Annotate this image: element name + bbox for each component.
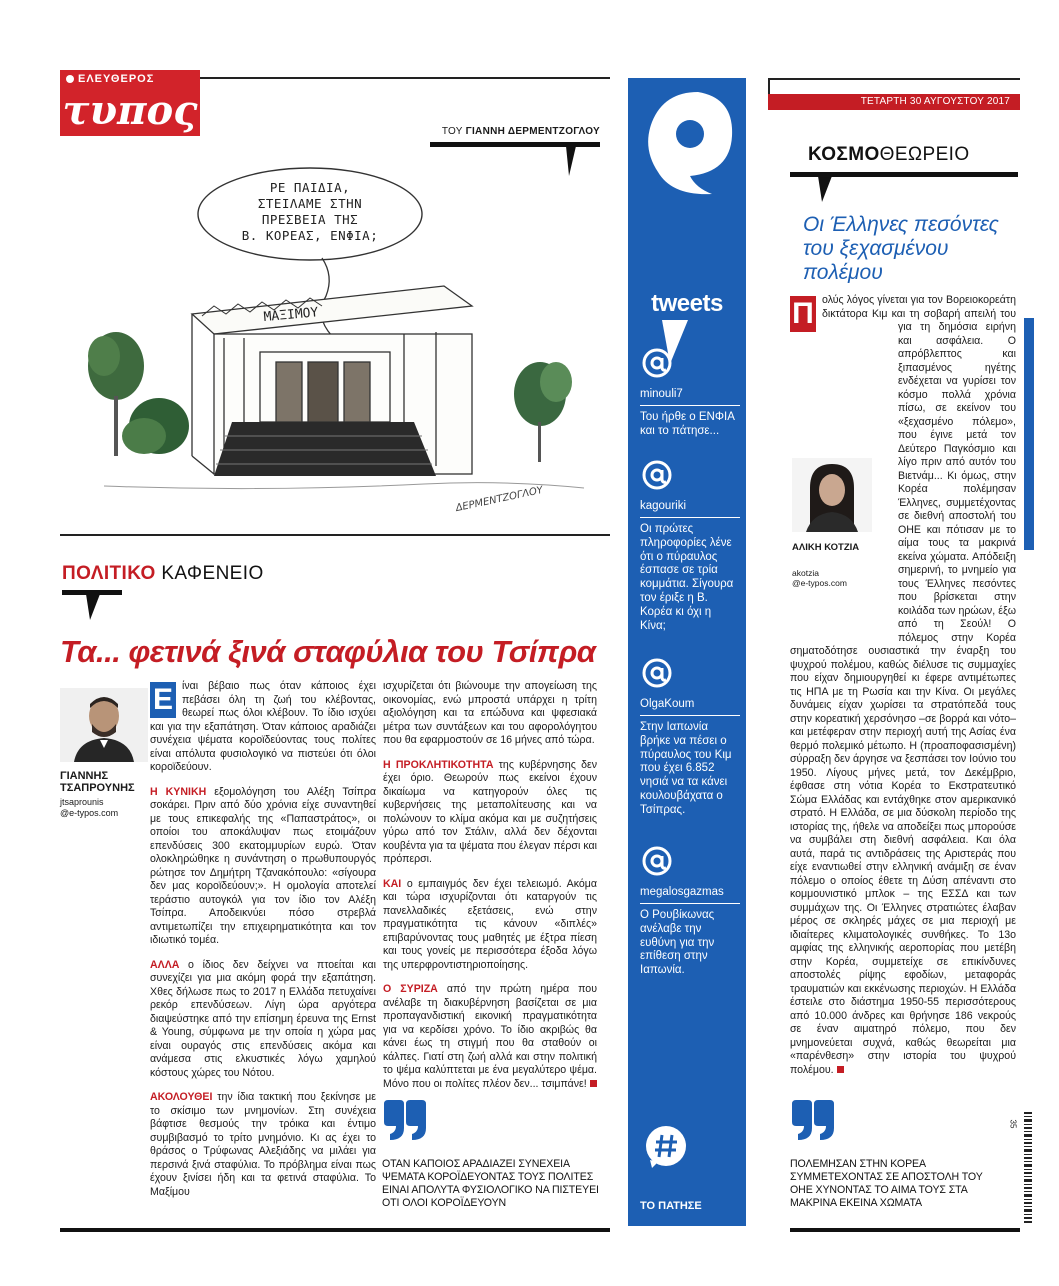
paragraph-1 — [150, 680, 376, 775]
byline-prefix: ΤΟΥ — [441, 126, 466, 137]
kosmo-body-text: ολύς λόγος γίνεται για τον Βορειοκορεάτη δικτάτορα Κιμ και τη σοβαρή απειλή του για τη δημόσια ειρήνη και ασφάλεια. Ο απρόβλεπτος και ξιπασμένος ηγέτης ενδέχεται να γυρίσει τον κόσμο πολλά χρόνια πίσω, σε εκείνον του «ξεχασμένο πόλεμο», που έγινε μετά τον Δεύτερο Παγκόσμιο και λίγο πριν από αυτόν του Βιετνάμ... Κι όμως, στην Κορέα πολέμησαν Έλληνες, συμμετέχοντας σε διεθνή αποστολή του ΟΗΕ και πότισαν με το αίμα τους τα μακρινά εκείνα χώματα. Απόδειξη σημερινή, το μνημείο για τους Έλληνες πεσόντες που βρίσκεται στην κοιλάδα των ηρώων, έξω από τη Σεούλ! Ο πόλεμος στην Κορέα σηματοδότησε ουσιαστικά την έναρξη του ψυχρού πολέμου, καθώς διέλυσε τις συμμαχίες που είχαν δημιουργηθεί κι έφερε αντιμέτωπες τις ΗΠΑ με τη Ρωσία και την Κίνα. Οι μεγάλες δυνάμεις είχαν χωρίσει τα στρατόπεδά τους στην κορεατική χερσόνησο –σε βορρά και νότο– και μετέφεραν στην περιοχή αυτή της Ασίας ένα θερμό πολεμικό μέτωπο. Η (προαποφασισμένη) σύρραξη δεν άργησε να ξεσπάσει τον Ιούνιο του 1950. Λίγους μήνες μετά, τον Δεκέμβριο, έφθασε στη νότια Κορέα το Εκστρατευτικό Σώμα Ελλάδας και εντάχθηκε στον αμερικανικό στρατό. Η Ελλάδα, σε μια δύσκολη περίοδο της ιστορίας της, ήθελε να αποδείξει πως μπορούσε να συμβάλει στη διεθνή ασφάλεια. Και όλα αυτά, παρά τις αντιδράσεις της Αριστεράς που είχε εναντιωθεί στην ελληνική ανάμιξη σε έναν πόλεμο ο οποίος έθετε τη Δύση απέναντι στο κομμουνιστικό μπλοκ – της ΕΣΣΔ και των συμμάχων της. Οι Έλληνες στρατιώτες έλαβαν μέρος σε σκληρές μάχες σε μια περιοχή με ιδιαίτερες κλιματολογικές συνθήκες. Το 13ο αμφίας της ελληνικής αεροπορίας που μετέβη στην Κορέα, συμμετείχε σε επικίνδυνες αποστολές ρίψης εφοδίων, μεταφοράς τραυματιών και εκκένωσης περιοχών. Η Ελλάδα έστειλε στο διάστημα 1950-55 περισσότερους από 10.000 άνδρες και θρήνησε 186 νεκρούς σε έναν αιματηρό πόλεμο, που δεν μνημονεύεται συχνά, καθώς θεωρείται μια «παρένθεση» στην ιστορία του ψυχρού πολέμου. — [790, 294, 1016, 1076]
right-bottom-rule — [790, 1228, 1020, 1232]
speech-bubble-text — [230, 180, 390, 260]
paragraph-3-lead: ΑΛΛΑ — [150, 958, 180, 971]
col2-paragraph-3-lead: ΚΑΙ — [383, 877, 402, 890]
cartoon-bottom-rule — [60, 534, 610, 536]
tweet-handle: minouli7 — [640, 387, 740, 406]
col2-paragraph-2-text: της κυβέρνησης δεν έχει όριο. Θεωρούν πως εκείνοι έχουν δικαίωμα να κατηγορούν όλες τις κυβερνήσεις της μεταπολίτευσης και να πολώνουν το κλίμα ακόμα και με συζητήσεις γύρω από τον Στάλιν, αλλά δεν δέχονται κουβέντα για τα ψέματα που έλεγαν πέρσι και πρόπερσι. — [383, 758, 597, 865]
kosmo-author-photo — [792, 458, 872, 532]
tweet-item — [640, 458, 740, 633]
col2-paragraph-2 — [383, 759, 597, 867]
kosmo-handle-name: akotzia — [792, 568, 819, 578]
kosmo-author-handle — [792, 568, 872, 588]
col2-paragraph-2-lead: Η ΠΡΟΚΛΗΤΙΚΟΤΗΤΑ — [383, 758, 494, 771]
kosmo-paragraph — [790, 294, 1016, 1077]
author-email: @e-typos.com — [60, 808, 119, 818]
edge-blue-bar — [1024, 318, 1034, 550]
author-handle-name: jtsaprounis — [60, 797, 104, 807]
hashtag-icon — [644, 1124, 688, 1168]
tweets-column — [628, 78, 746, 1226]
brand-top: ΕΛΕΥΘΕΡΟΣ — [60, 70, 200, 88]
left-bottom-rule — [60, 1228, 610, 1232]
tweet-text: Του ήρθε ο ΕΝΦΙΑ και το πάτησε... — [640, 411, 735, 437]
pull-quote-right: ΠΟΛΕΜΗΣΑΝ ΣΤΗΝ ΚΟΡΕΑ ΣΥΜΜΕΤΕΧΟΝΤΑΣ ΣΕ ΑΠΟΣΤΟΛΗ ΤΟΥ ΟΗΕ ΧΥΝΟΝΤΑΣ ΤΟ ΑΙΜΑ ΤΟΥΣ ΣΤΑ ΜΑΚΡΙΝΑ ΕΚΕΙΝΑ ΧΩΜΑΤΑ — [790, 1158, 983, 1209]
cartoon-signature: ΔΕΡΜΕΝΤΖΟΓΛΟΥ — [454, 484, 545, 515]
dropcap: Ε — [150, 682, 176, 718]
at-icon — [640, 656, 674, 690]
paragraph-2-text: εξομολόγηση του Αλέξη Τσίπρα σοκάρει. Πριν από δύο χρόνια είχε συναντηθεί με τους επικεφαλής της «Παπαστράτος», οι οποίοι του αποκάλυψαν πως ετοιμάζουν επενδύσεις 300 εκατομμυρίων ευρώ. Όταν ολοκληρώθηκε η συνάντηση ο πρωθυπουργός ρώτησε τον Δημήτρη Τζανακόπουλο: «σίγουρα δεν μας κοροϊδεύουν;». Η ομολογία αποτελεί τεράστιο αυτογκόλ για τον ίδιο τον Αλέξη Τσίπρα. Αποδεικνύει πόσο στρεβλά αντιμετωπίζει την επιχειρηματικότητα και τον ιδιωτικό τομέα. — [150, 785, 376, 946]
quote-icon — [790, 1098, 836, 1142]
kosmo-article-body — [790, 294, 1016, 1088]
tweets-logo-icon — [638, 88, 736, 198]
date-bar: ΤΕΤΑΡΤΗ 30 ΑΥΓΟΥΣΤΟΥ 2017 — [768, 94, 1020, 110]
author-photo — [60, 688, 148, 762]
paragraph-2 — [150, 786, 376, 948]
kosmo-dropcap: Π — [790, 296, 816, 332]
pull-quote-left: ΟΤΑΝ ΚΑΠΟΙΟΣ ΑΡΑΔΙΑΖΕΙ ΣΥΝΕΧΕΙΑ ΨΕΜΑΤΑ ΚΟΡΟΪΔΕΥΟΝΤΑΣ ΤΟΥΣ ΠΟΛΙΤΕΣ ΕΙΝΑΙ ΑΠΟΛΥΤΑ ΦΥΣΙΟΛΟΓΙΚΟ ΝΑ ΠΙΣΤΕΥΕΙ ΟΤΙ ΟΛΟΙ ΚΟΡΟΪΔΕΥΟΥΝ — [382, 1158, 599, 1209]
tweet-item — [640, 656, 740, 818]
tweet-text: Οι πρώτες πληροφορίες λένε ότι ο πύραυλος έσπασε σε τρία κομμάτια. Σίγουρα τον έριξε η Β. Κορέα κι όχι η Κίνα; — [640, 523, 734, 632]
bubble-line-1: ΡΕ ΠΑΙΔΙΑ, — [269, 180, 351, 195]
article-column-2 — [383, 680, 597, 1102]
bubble-line-4: Β. ΚΟΡΕΑΣ, ΕΝΦΙΑ; — [241, 228, 379, 243]
paragraph-3 — [150, 959, 376, 1081]
end-mark — [590, 1080, 597, 1087]
section-kosmo-light: ΘΕΩΡΕΙΟ — [879, 144, 970, 165]
right-top-rule — [768, 78, 1020, 80]
byline-name: ΓΙΑΝΝΗ ΔΕΡΜΕΝΤΖΟΓΛΟΥ — [465, 126, 600, 137]
col2-paragraph-4-text: από την πρώτη ημέρα που ανέλαβε τη διακυβέρνηση βασίζεται σε μια προπαγανδιστική εικονική πραγματικότητα για να κερδίσει χρόνο. Το ίδιο ακριβώς θα κάνει έως τη στιγμή που θα σταθούν οι κάλπες. Γιατί στη ζωή αλλά και στην πολιτική το ψέμα καλύπτεται με ένα μεγαλύτερο ψέμα. Μόνο που οι πολίτες πλέον δεν... τσιμπάνε! — [383, 983, 597, 1090]
paragraph-4-lead: ΑΚΟΛΟΥΘΕΙ — [150, 1091, 213, 1103]
article-column-1 — [150, 680, 376, 1210]
paragraph-3-text: ο ίδιος δεν δείχνει να πτοείται και συνεχίζει για μια ακόμη φορά την εξαπάτηση. Χθες δήλωσε πως το 2017 η Ελλάδα πετυχαίνει ρεκόρ επενδύσεων. Λίγη ώρα αργότερα διαψεύστηκε από την επίσημη έρευνα της Ernst & Young, σύμφωνα με την οποία η χώρα μας είναι ουραγός στις επενδύσεις ακόμα και ανάμεσα στις ελκυστικές λόγω χαμηλού κόστους χώρες του Νότου. — [150, 958, 376, 1079]
col2-paragraph-4-lead: Ο ΣΥΡΙΖΑ — [383, 983, 438, 995]
paragraph-4-text: την ίδια τακτική που ξεκίνησε με το σκίσιμο των μνημονίων. Στη συνέχεια βάφτισε θεσμούς την τρόικα και έντιμο συμβιβασμό το τρίτο μνημόνιο. Κι ας έχει το θράσος ο Τρύφωνας Αλεξιάδης να μιλάει για περσινά ξινά σταφύλια. Το πρόβλημα είναι πως έχουν ξινίσει ήδη και τα φετινά σταφύλια. Το Μαξίμου — [150, 1091, 376, 1198]
bubble-line-2: ΣΤΕΙΛΑΜΕ ΣΤΗΝ — [257, 196, 363, 211]
at-icon — [640, 346, 674, 380]
section-politiko-light: ΚΑΦΕΝΕΙΟ — [155, 563, 264, 584]
col2-paragraph-3-text: ο εμπαιγμός δεν έχει τελειωμό. Ακόμα και τώρα ισχυρίζονται ότι καταργούν τις πανελλαδικές εξετάσεις, ενώ στην πραγματικότητα τις κάνουν «διπλές» επιβαρύνοντας τους μαθητές με έξτρα πίεση και τους γονείς με περισσότερα έξοδα λόγω της υπερφροντιστηριοποίησης. — [383, 877, 597, 971]
tweet-item — [640, 844, 740, 978]
section-kosmo-bold: ΚΟΣΜΟ — [808, 144, 880, 165]
col2-paragraph-3 — [383, 878, 597, 973]
paragraph-2-lead: Η ΚΥΝΙΚΗ — [150, 785, 207, 798]
speech-bubble-tail — [321, 258, 332, 336]
tweet-handle: megalosgazmas — [640, 885, 740, 904]
bubble-line-3: ΠΡΕΣΒΕΙΑ ΤΗΣ — [261, 212, 359, 227]
tree-right — [514, 362, 572, 462]
tweet-handle: OlgaKoum — [640, 697, 740, 716]
tweet-item — [640, 346, 740, 439]
author-handle — [60, 797, 150, 819]
paragraph-1-text: ίναι βέβαιο πως όταν κάποιος έχει πεβάσει όλη τη ζωή του κλέβοντας, θεωρεί πως όλοι κλέβουν. Το ίδιο ισχύει και για την εξαπάτηση. Όταν κάποιος αραδιάζει συνέχεια ψέματα κοροϊδεύοντας τους πολίτες είναι απόλυτα φυσιολογικό να πιστεύει ότι όλοι κοροϊδεύουν. — [150, 680, 376, 773]
quote-icon — [382, 1098, 428, 1142]
tree-left — [88, 332, 189, 456]
tweet-text: Στην Ιαπωνία βρήκε να πέσει ο πύραυλος του Κιμ που έχει 6.852 νησιά να τα κάνει κουλουβάχατα ο Τσίπρας. — [640, 721, 732, 816]
page-number: 35 — [1008, 1119, 1018, 1129]
tweets-title: tweets — [651, 290, 723, 317]
cartoon-byline — [380, 126, 600, 137]
section-tick-mark — [818, 176, 832, 202]
brand-main: τυπος — [60, 88, 200, 136]
tweet-text: Ο Ρουβίκωνας ανέλαβε την ευθύνη για την επίθεση στην Ιαπωνία. — [640, 909, 715, 977]
col2-paragraph-4 — [383, 983, 597, 1091]
section-label-politiko — [62, 563, 264, 585]
end-mark — [837, 1066, 844, 1073]
kosmo-headline: Οι Έλληνες πεσόντες του ξεχασμένου πολέμου — [803, 213, 999, 284]
politiko-headline: Τα... φετινά ξινά σταφύλια του Τσίπρα — [60, 634, 596, 669]
section-politiko-bold: ΠΟΛΙΤΙΚΟ — [62, 563, 156, 584]
at-icon — [640, 458, 674, 492]
masthead-logo — [60, 70, 200, 136]
building-label-text: ΜΑΞΙΜΟΥ — [263, 305, 319, 325]
tweet-handle: kagouriki — [640, 499, 740, 518]
tweets-footer-label: ΤΟ ΠΑΤΗΣΕ — [640, 1200, 702, 1212]
paragraph-4 — [150, 1091, 376, 1199]
author-name: ΓΙΑΝΝΗΣ ΤΣΑΠΡΟΥΝΗΣ — [60, 770, 135, 794]
section-tick-mark — [86, 594, 100, 620]
kosmo-author-name: ΑΛΙΚΗ ΚΟΤΖΙΑ — [792, 542, 860, 553]
at-icon — [640, 844, 674, 878]
col2-paragraph-1: ισχυρίζεται ότι βιώνουμε την απογείωση της οικονομίας, ενώ μπροστά υπάρχει η τρίτη αξιολόγηση και τα επώδυνα και ψφεσιακά μέτρα των συντάξεων και του αφορολόγητου που θα εφαρμοστούν σε 16 μήνες από τώρα. — [383, 680, 597, 746]
kosmo-author-email: @e-typos.com — [792, 578, 847, 588]
building-steps — [214, 422, 436, 476]
section-label-kosmo — [808, 144, 970, 166]
